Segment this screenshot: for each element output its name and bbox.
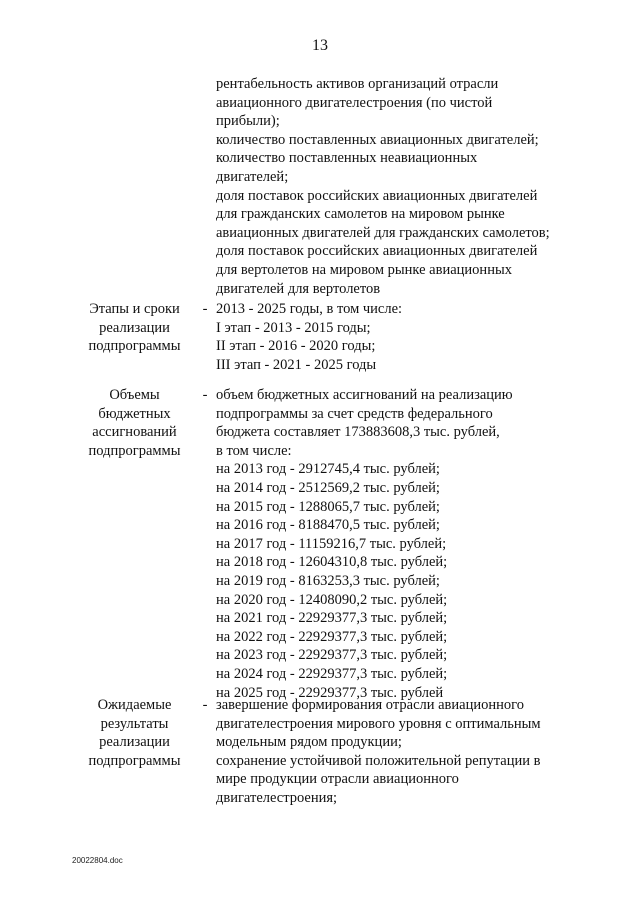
- document-filename: 20022804.doc: [72, 856, 123, 865]
- funding-year-line: на 2020 год - 12408090,2 тыс. рублей;: [216, 591, 448, 608]
- funding-year-line: на 2019 год - 8163253,3 тыс. рублей;: [216, 572, 440, 589]
- text-line: количество поставленных авиационных двигателей;: [216, 131, 539, 148]
- label-line: бюджетных: [98, 405, 171, 422]
- label-line: реализации: [99, 734, 170, 751]
- text-line: для гражданских самолетов на мировом рынке: [216, 206, 505, 223]
- label-line: результаты: [100, 715, 169, 732]
- text-line: подпрограммы за счет средств федерального: [216, 405, 493, 422]
- results-dash: -: [202, 697, 208, 713]
- text-line: доля поставок российских авиационных двигателей: [216, 187, 538, 204]
- text-line: модельным рядом продукции;: [216, 734, 402, 751]
- label-line: подпрограммы: [88, 442, 181, 459]
- funding-year-line: на 2017 год - 11159216,7 тыс. рублей;: [216, 535, 447, 552]
- text-line: в том числе:: [216, 442, 292, 459]
- funding-year-line: на 2023 год - 22929377,3 тыс. рублей;: [216, 647, 448, 664]
- funding-year-line: на 2024 год - 22929377,3 тыс. рублей;: [216, 665, 448, 682]
- results-content: [216, 696, 586, 808]
- funding-dash: -: [202, 387, 208, 403]
- text-line: I этап - 2013 - 2015 годы;: [216, 319, 371, 336]
- text-line: завершение формирования отрасли авиационного: [216, 697, 524, 713]
- funding-year-line: на 2018 год - 12604310,8 тыс. рублей;: [216, 554, 448, 571]
- funding-year-line: на 2013 год - 2912745,4 тыс. рублей;: [216, 461, 440, 478]
- funding-year-line: на 2022 год - 22929377,3 тыс. рублей;: [216, 628, 448, 645]
- text-line: мире продукции отрасли авиационного: [216, 771, 459, 788]
- text-line: сохранение устойчивой положительной репутации в: [216, 752, 541, 769]
- text-line: двигателей;: [216, 168, 289, 185]
- stages-content: [216, 300, 586, 374]
- label-line: подпрограммы: [88, 752, 181, 769]
- indicators-list: [216, 75, 586, 298]
- text-line: авиационного двигателестроения (по чистой: [216, 94, 493, 111]
- funding-year-line: на 2016 год - 8188470,5 тыс. рублей;: [216, 517, 440, 534]
- funding-year-line: на 2025 год - 22929377,3 тыс. рублей: [216, 684, 444, 701]
- label-line: Этапы и сроки: [89, 301, 180, 317]
- label-line: Ожидаемые: [97, 697, 172, 713]
- text-line: прибыли);: [216, 113, 280, 130]
- results-label: [72, 696, 197, 770]
- stages-dash: -: [202, 301, 208, 317]
- funding-year-line: на 2015 год - 1288065,7 тыс. рублей;: [216, 498, 440, 515]
- text-line: бюджета составляет 173883608,3 тыс. рублей,: [216, 424, 500, 441]
- text-line: рентабельность активов организаций отрасли: [216, 76, 499, 92]
- text-line: двигателестроения;: [216, 789, 338, 806]
- page-number: 13: [312, 37, 328, 54]
- label-line: подпрограммы: [88, 338, 181, 355]
- text-line: 2013 - 2025 годы, в том числе:: [216, 301, 403, 317]
- funding-year-line: на 2014 год - 2512569,2 тыс. рублей;: [216, 479, 440, 496]
- text-line: для вертолетов на мировом рынке авиационных: [216, 261, 512, 278]
- label-line: ассигнований: [92, 424, 177, 441]
- text-line: двигателей для вертолетов: [216, 280, 381, 297]
- funding-content: [216, 386, 586, 702]
- funding-year-line: на 2021 год - 22929377,3 тыс. рублей;: [216, 610, 448, 627]
- text-line: объем бюджетных ассигнований на реализацию: [216, 387, 513, 403]
- funding-label: [72, 386, 197, 460]
- label-line: Объемы: [109, 387, 160, 403]
- label-line: реализации: [99, 319, 170, 336]
- text-line: авиационных двигателей для гражданских самолетов;: [216, 224, 550, 241]
- stages-label: [72, 300, 197, 356]
- text-line: III этап - 2021 - 2025 годы: [216, 356, 377, 373]
- text-line: доля поставок российских авиационных двигателей: [216, 243, 538, 260]
- text-line: количество поставленных неавиационных: [216, 150, 478, 167]
- text-line: двигателестроения мирового уровня с оптимальным: [216, 715, 541, 732]
- text-line: II этап - 2016 - 2020 годы;: [216, 338, 376, 355]
